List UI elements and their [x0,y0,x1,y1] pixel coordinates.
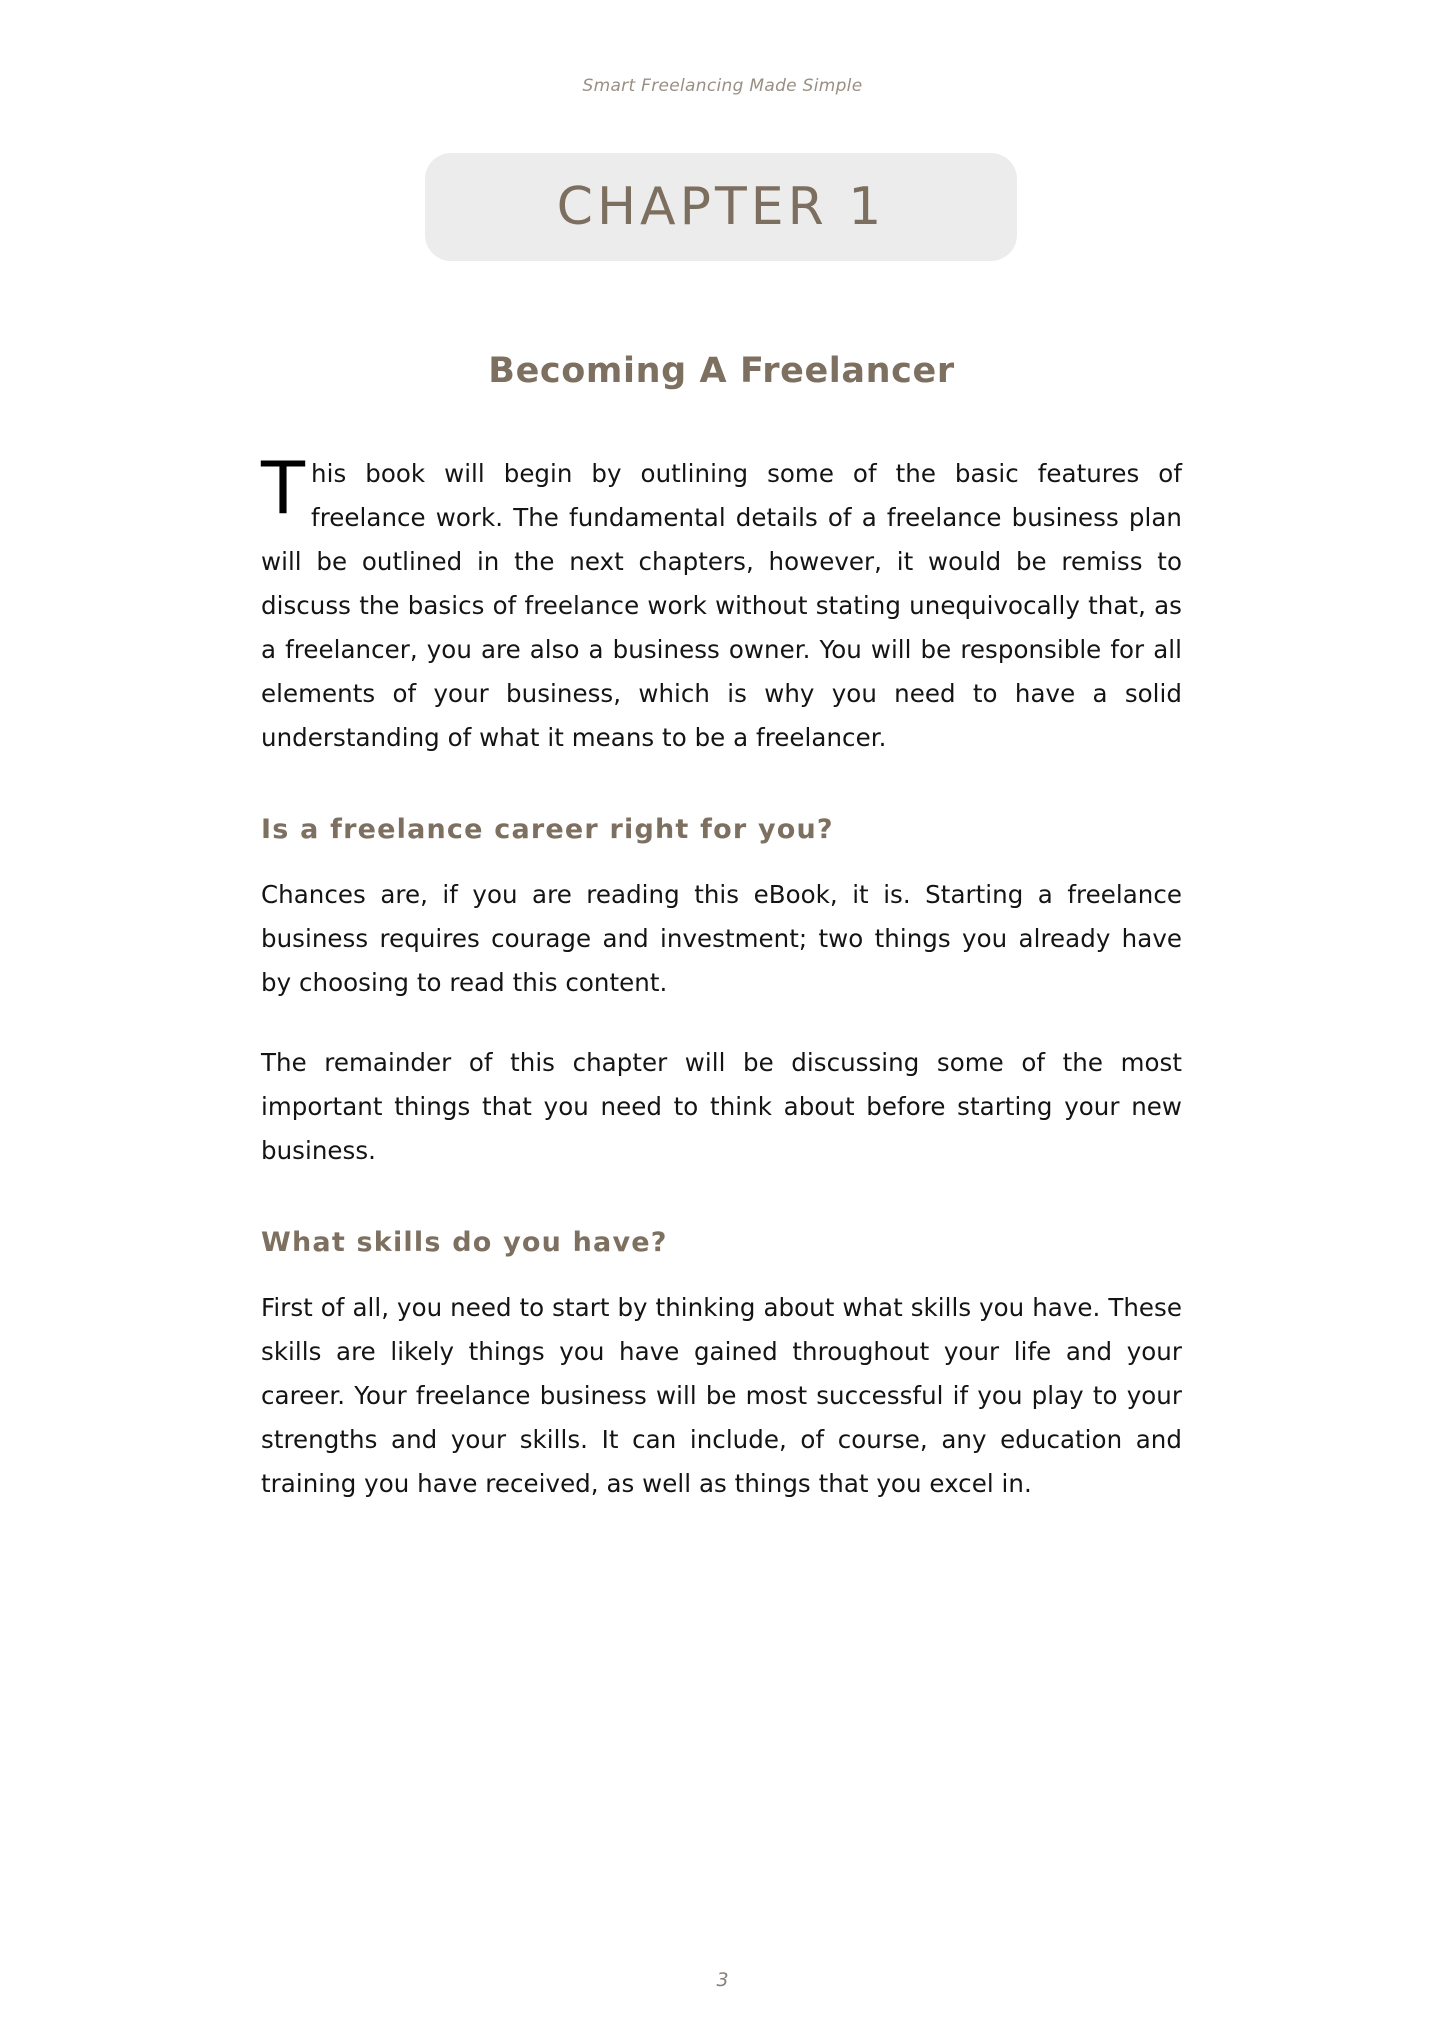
section-heading-freelance-career: Is a freelance career right for you? [261,814,834,845]
lead-paragraph-text: his book will begin by outlining some of the basic features of freelance work. The fundamental details of a freelance business plan will be outlined in the next chapters, however, it would be remiss to discuss the basics of freelance work without stating unequivocally that, as a freelancer, you are also a business owner. You will be responsible for all elements of your business, which is why you need to have a solid understanding of what it means to be a freelancer. [261,459,1182,752]
lead-paragraph [261,446,1182,760]
chapter-banner [425,153,1017,261]
chapter-banner-label: CHAPTER 1 [556,177,886,237]
drop-cap: T [261,446,306,530]
section-heading-skills: What skills do you have? [261,1227,668,1259]
paragraph: The remainder of this chapter will be discussing some of the most important things that you need to think about before starting your new business. [261,1048,1182,1166]
page-number: 3 [716,1969,729,1991]
running-header: Smart Freelancing Made Simple [582,76,863,96]
paragraph: First of all, you need to start by thinking about what skills you have. These skills are likely things you have gained throughout your life and your career. Your freelance business will be most successful if you play to your strengths and your skills. It can include, of course, any education and training you have received, as well as things that you excel in. [261,1293,1182,1499]
page-title: Becoming A Freelancer [488,351,955,391]
content-column [261,350,1182,1542]
paragraph: Chances are, if you are reading this eBook, it is. Starting a freelance business requires courage and investment; two things you already have by choosing to read this content. [261,880,1182,998]
